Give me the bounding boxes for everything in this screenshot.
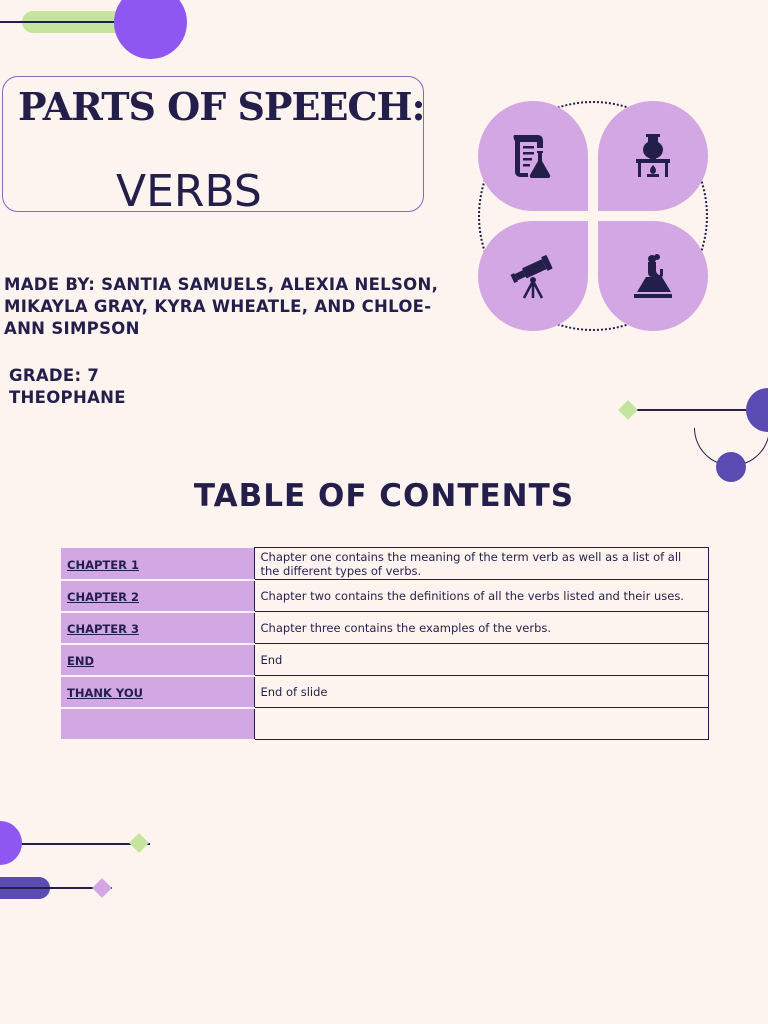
chapter-link[interactable]: END bbox=[67, 654, 95, 668]
page-subtitle: VERBS bbox=[116, 166, 262, 217]
decor-purple-circle bbox=[114, 0, 187, 59]
chapter-link[interactable]: THANK YOU bbox=[67, 686, 143, 700]
decor-line bbox=[0, 843, 150, 845]
decor-green-diamond bbox=[618, 400, 638, 420]
decor-lilac-diamond bbox=[92, 878, 112, 898]
toc-description: End of slide bbox=[254, 676, 708, 708]
authors-text: MADE BY: SANTIA SAMUELS, ALEXIA NELSON, MIKAYLA GRAY, KYRA WHEATLE, AND CHLOE-ANN SIMPSON bbox=[4, 275, 439, 338]
petal-bottom-left bbox=[478, 221, 588, 331]
toc-title: TABLE OF CONTENTS bbox=[193, 478, 575, 514]
toc-description: Chapter two contains the definitions of all the verbs listed and their uses. bbox=[254, 580, 708, 612]
toc-chapter-cell bbox=[61, 548, 254, 580]
chapter-link[interactable]: CHAPTER 2 bbox=[67, 590, 139, 604]
table-row bbox=[61, 644, 708, 676]
petal-bottom-right bbox=[598, 221, 708, 331]
volcano-experiment-icon bbox=[628, 251, 678, 301]
decor-purple-circle bbox=[0, 821, 22, 865]
table-row bbox=[61, 580, 708, 612]
toc-chapter-cell bbox=[61, 708, 254, 740]
toc-description: Chapter three contains the examples of the verbs. bbox=[254, 612, 708, 644]
toc-chapter-cell bbox=[61, 612, 254, 644]
toc-description: Chapter one contains the meaning of the term verb as well as a list of all the different types of verbs. bbox=[254, 548, 708, 580]
toc-chapter-cell bbox=[61, 644, 254, 676]
petal-top-left bbox=[478, 101, 588, 211]
table-row bbox=[61, 676, 708, 708]
toc-description: End bbox=[254, 644, 708, 676]
toc-chapter-cell bbox=[61, 580, 254, 612]
petal-top-right bbox=[598, 101, 708, 211]
chapter-link[interactable]: CHAPTER 1 bbox=[67, 557, 139, 572]
toc-description bbox=[254, 708, 708, 740]
scroll-flask-icon bbox=[508, 131, 558, 181]
telescope-icon bbox=[508, 251, 558, 301]
toc-table bbox=[61, 547, 709, 741]
page-title: PARTS OF SPEECH: bbox=[18, 84, 425, 129]
grade-info bbox=[9, 365, 126, 409]
table-row bbox=[61, 548, 708, 580]
chemistry-lab-icon bbox=[628, 131, 678, 181]
table-row bbox=[61, 612, 708, 644]
decor-green-diamond bbox=[129, 833, 149, 853]
chapter-link[interactable]: CHAPTER 3 bbox=[67, 622, 139, 636]
grade-line: GRADE: 7 bbox=[9, 366, 100, 385]
class-line: THEOPHANE bbox=[9, 388, 126, 407]
toc-chapter-cell bbox=[61, 676, 254, 708]
table-row bbox=[61, 708, 708, 740]
